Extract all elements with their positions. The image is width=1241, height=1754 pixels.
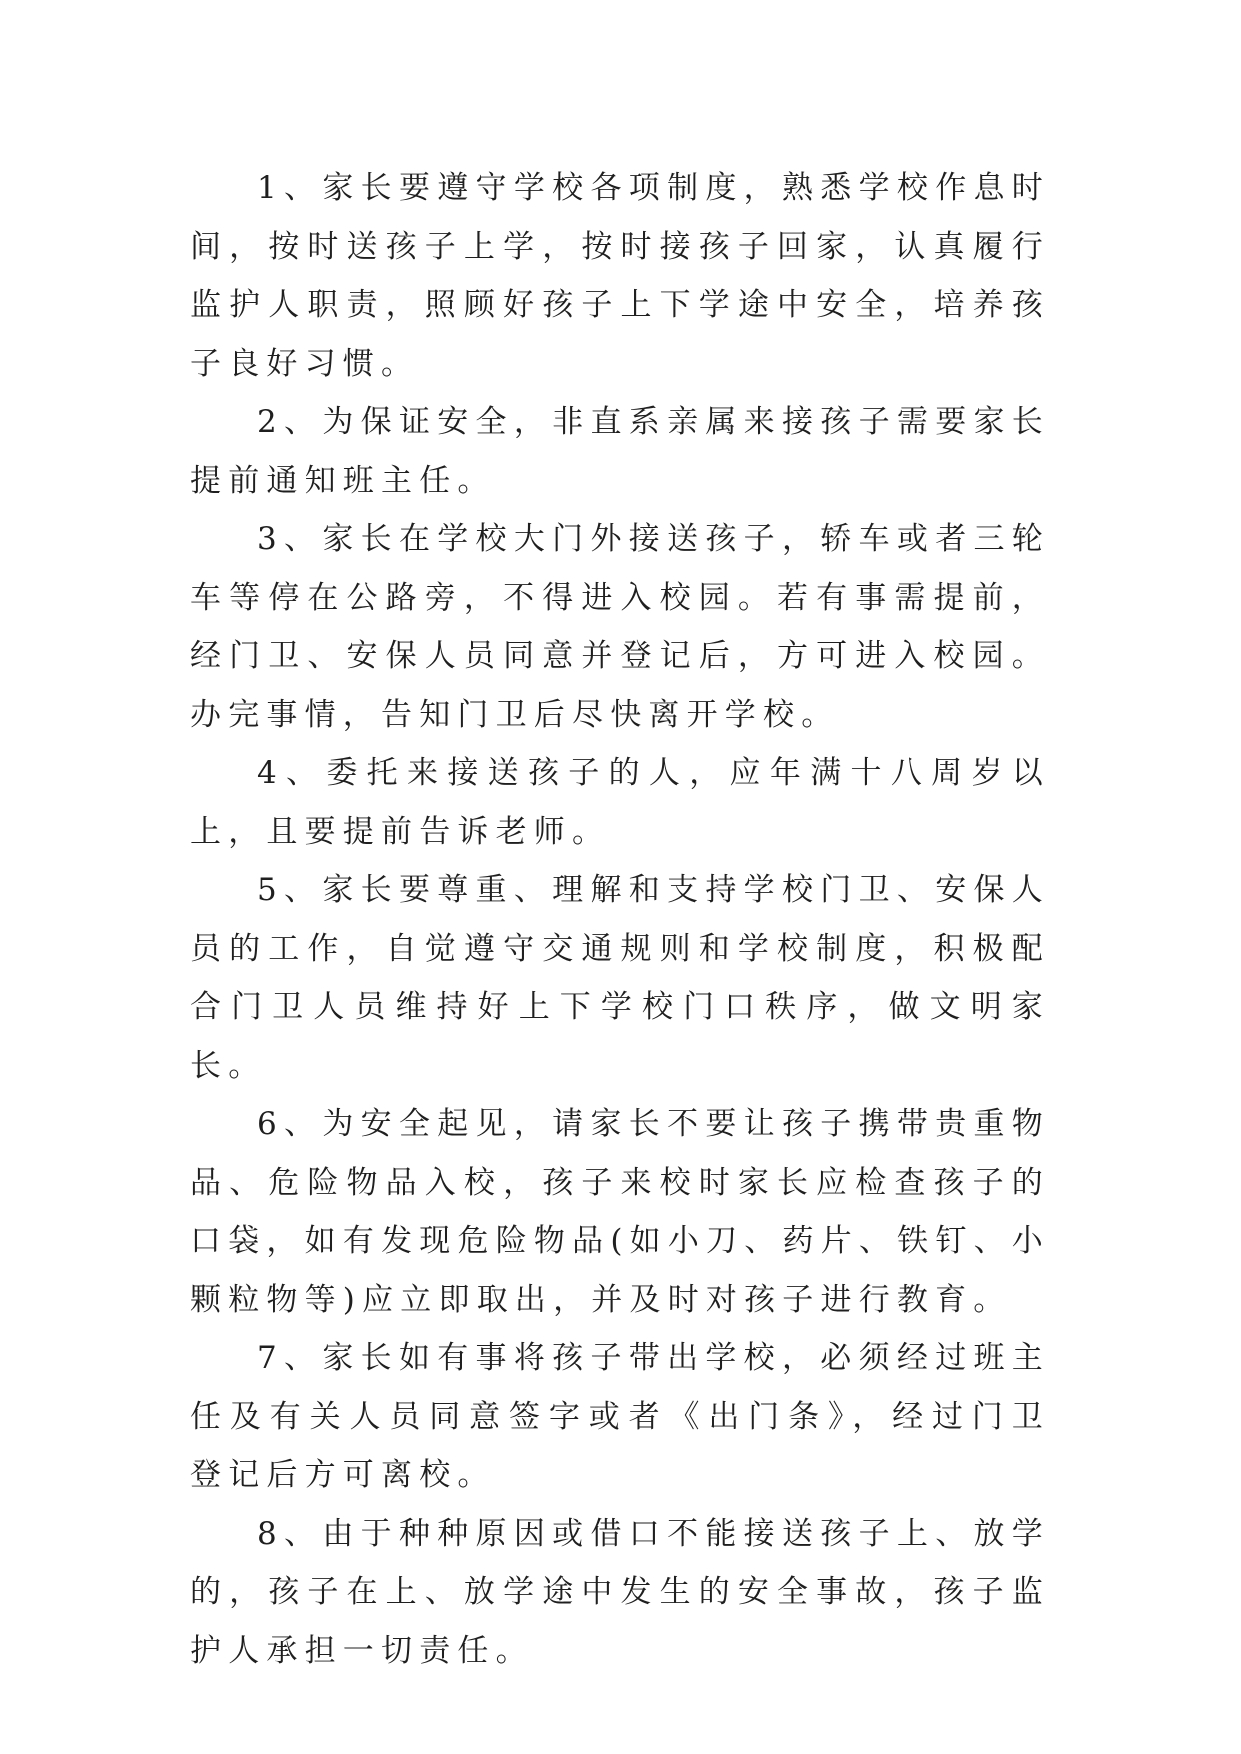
rule-paragraph-1: 1、家长要遵守学校各项制度，熟悉学校作息时间，按时送孩子上学，按时接孩子回家，认真履行监护人职责，照顾好孩子上下学途中安全，培养孩子良好习惯。 — [190, 170, 1050, 382]
rule-paragraph-4: 4、委托来接送孩子的人，应年满十八周岁以上，且要提前告诉老师。 — [190, 755, 1050, 850]
rule-paragraph-6: 6、为安全起见，请家长不要让孩子携带贵重物品、危险物品入校，孩子来校时家长应检查孩子的口袋，如有发现危险物品(如小刀、药片、铁钉、小颗粒物等)应立即取出，并及时对孩子进行教育。 — [190, 1106, 1050, 1318]
rule-paragraph-2: 2、为保证安全，非直系亲属来接孩子需要家长提前通知班主任。 — [190, 404, 1050, 499]
rule-paragraph-7: 7、家长如有事将孩子带出学校，必须经过班主任及有关人员同意签字或者《出门条》，经过门卫登记后方可离校。 — [190, 1340, 1050, 1493]
rule-paragraph-3: 3、家长在学校大门外接送孩子，轿车或者三轮车等停在公路旁，不得进入校园。若有事需提前，经门卫、安保人员同意并登记后，方可进入校园。办完事情，告知门卫后尽快离开学校。 — [190, 521, 1050, 733]
document-body — [190, 159, 1050, 1680]
rule-paragraph-8: 8、由于种种原因或借口不能接送孩子上、放学的，孩子在上、放学途中发生的安全事故，孩子监护人承担一切责任。 — [190, 1515, 1050, 1669]
rule-paragraph-5: 5、家长要尊重、理解和支持学校门卫、安保人员的工作，自觉遵守交通规则和学校制度，积极配合门卫人员维持好上下学校门口秩序，做文明家长。 — [190, 872, 1050, 1084]
